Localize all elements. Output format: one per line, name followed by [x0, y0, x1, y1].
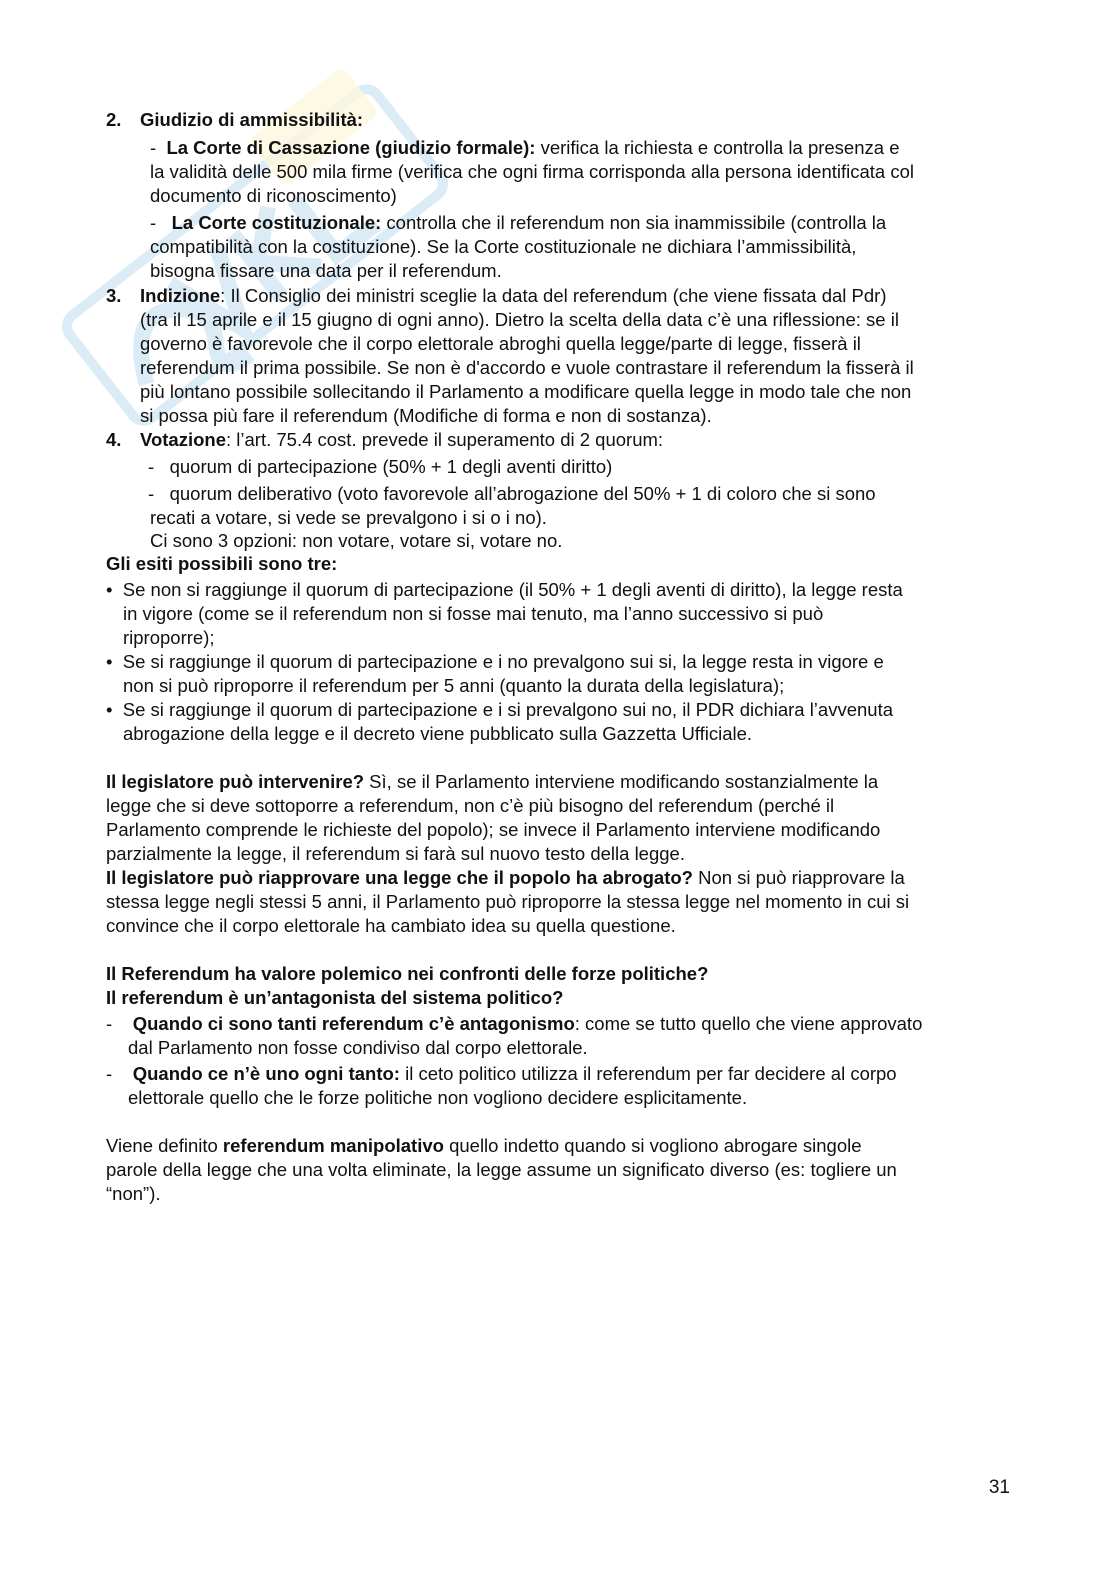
legislatore-a1-line: parzialmente la legge, il referendum si farà sul nuovo testo della legge. — [106, 843, 685, 864]
step-3-paragraph: Indizione: Il Consiglio dei ministri sceglie la data del referendum (che viene fissata dal Pdr) — [140, 285, 887, 306]
legislatore-q1-paragraph: Il legislatore può intervenire? Sì, se il Parlamento interviene modificando sostanzialmente la — [106, 771, 879, 792]
legislatore-a2-line: convince che il corpo elettorale ha cambiato idea su quella questione. — [106, 915, 676, 936]
esito-item-line: riproporre); — [123, 627, 215, 648]
step-3-line: governo è favorevole che il corpo elettorale abroghi quella legge/parte di legge, fisserà il — [140, 333, 861, 354]
polemico-item-2: - Quando ce n’è uno ogni tanto: il ceto politico utilizza il referendum per far decidere al corpo — [106, 1063, 897, 1084]
quorum-deliberativo: - quorum deliberativo (voto favorevole all’abrogazione del 50% + 1 di coloro che si sono — [148, 483, 876, 504]
esito-item: • Se non si raggiunge il quorum di partecipazione (il 50% + 1 degli aventi di diritto), la legge resta — [106, 579, 903, 600]
cassazione-line-3: documento di riconoscimento) — [150, 185, 397, 206]
step-2-number: 2. — [106, 109, 122, 130]
step-4-paragraph: Votazione: l’art. 75.4 cost. prevede il superamento di 2 quorum: — [140, 429, 664, 450]
step-2-title: Giudizio di ammissibilità: — [140, 109, 364, 130]
esito-item: • Se si raggiunge il quorum di partecipazione e i no prevalgono sui si, la legge resta in vigore e — [106, 651, 884, 672]
legislatore-a1-line: legge che si deve sottoporre a referendum, non c’è più bisogno del referendum (perché il — [106, 795, 835, 816]
esito-item-line: abrogazione della legge e il decreto viene pubblicato sulla Gazzetta Ufficiale. — [123, 723, 753, 744]
quorum-partecipazione: - quorum di partecipazione (50% + 1 degli aventi diritto) — [148, 456, 613, 477]
step-3-line: più lontano possibile sollecitando il Parlamento a modificare quella legge in modo tale che non — [140, 381, 912, 402]
costituzionale-line-2: compatibilità con la costituzione). Se la Corte costituzionale ne dichiara l’ammissibilità, — [150, 236, 857, 257]
polemico-item-1: - Quando ci sono tanti referendum c’è antagonismo: come se tutto quello che viene approvato — [106, 1013, 923, 1034]
polemico-question-2: Il referendum è un’antagonista del sistema politico? — [106, 987, 564, 1008]
quorum-deliberativo-line-2: recati a votare, si vede se prevalgono i si o i no). — [150, 507, 547, 528]
page-number: 31 — [988, 1477, 1010, 1498]
cassazione-paragraph: - La Corte di Cassazione (giudizio formale): verifica la richiesta e controlla la presenza e — [150, 137, 900, 158]
step-3-number: 3. — [106, 285, 122, 306]
esito-item: • Se si raggiunge il quorum di partecipazione e i si prevalgono sui no, il PDR dichiara l’avvenuta — [106, 699, 893, 720]
polemico-item-2-line-2: elettorale quello che le forze politiche non vogliono decidere esplicitamente. — [128, 1087, 748, 1108]
manipolativo-line-3: “non”). — [106, 1183, 161, 1204]
legislatore-a2-line: stessa legge negli stessi 5 anni, il Parlamento può riproporre la stessa legge nel momento in cui si — [106, 891, 910, 912]
voting-options: Ci sono 3 opzioni: non votare, votare si, votare no. — [150, 530, 563, 551]
esito-item-line: non si può riproporre il referendum per 5 anni (quanto la durata della legislatura); — [123, 675, 785, 696]
polemico-item-1-line-2: dal Parlamento non fosse condiviso dal corpo elettorale. — [128, 1037, 588, 1058]
costituzionale-line-3: bisogna fissare una data per il referendum. — [150, 260, 502, 281]
esiti-heading: Gli esiti possibili sono tre: — [106, 553, 338, 574]
manipolativo-paragraph: Viene definito referendum manipolativo quello indetto quando si vogliono abrogare singole — [106, 1135, 862, 1156]
legislatore-q2-paragraph: Il legislatore può riapprovare una legge che il popolo ha abrogato? Non si può riapprovare la — [106, 867, 905, 888]
esito-item-line: in vigore (come se il referendum non si fosse mai tenuto, ma l’anno successivo si può — [123, 603, 824, 624]
step-4-number: 4. — [106, 429, 122, 450]
legislatore-a1-line: Parlamento comprende le richieste del popolo); se invece il Parlamento interviene modificando — [106, 819, 881, 840]
cassazione-line-2: la validità delle 500 mila firme (verifica che ogni firma corrisponda alla persona identificata col — [150, 161, 915, 182]
step-3-line: si possa più fare il referendum (Modifiche di forma e non di sostanza). — [140, 405, 712, 426]
step-3-line: referendum il prima possibile. Se non è d'accordo e vuole contrastare il referendum la fisserà il — [140, 357, 914, 378]
costituzionale-paragraph: - La Corte costituzionale: controlla che il referendum non sia inammissibile (controlla la — [150, 212, 887, 233]
manipolativo-line-2: parole della legge che una volta eliminate, la legge assume un significato diverso (es: togliere un — [106, 1159, 897, 1180]
step-3-line: (tra il 15 aprile e il 15 giugno di ogni anno). Dietro la scelta della data c’è una riflessione: se il — [140, 309, 899, 330]
polemico-question-1: Il Referendum ha valore polemico nei confronti delle forze politiche? — [106, 963, 709, 984]
